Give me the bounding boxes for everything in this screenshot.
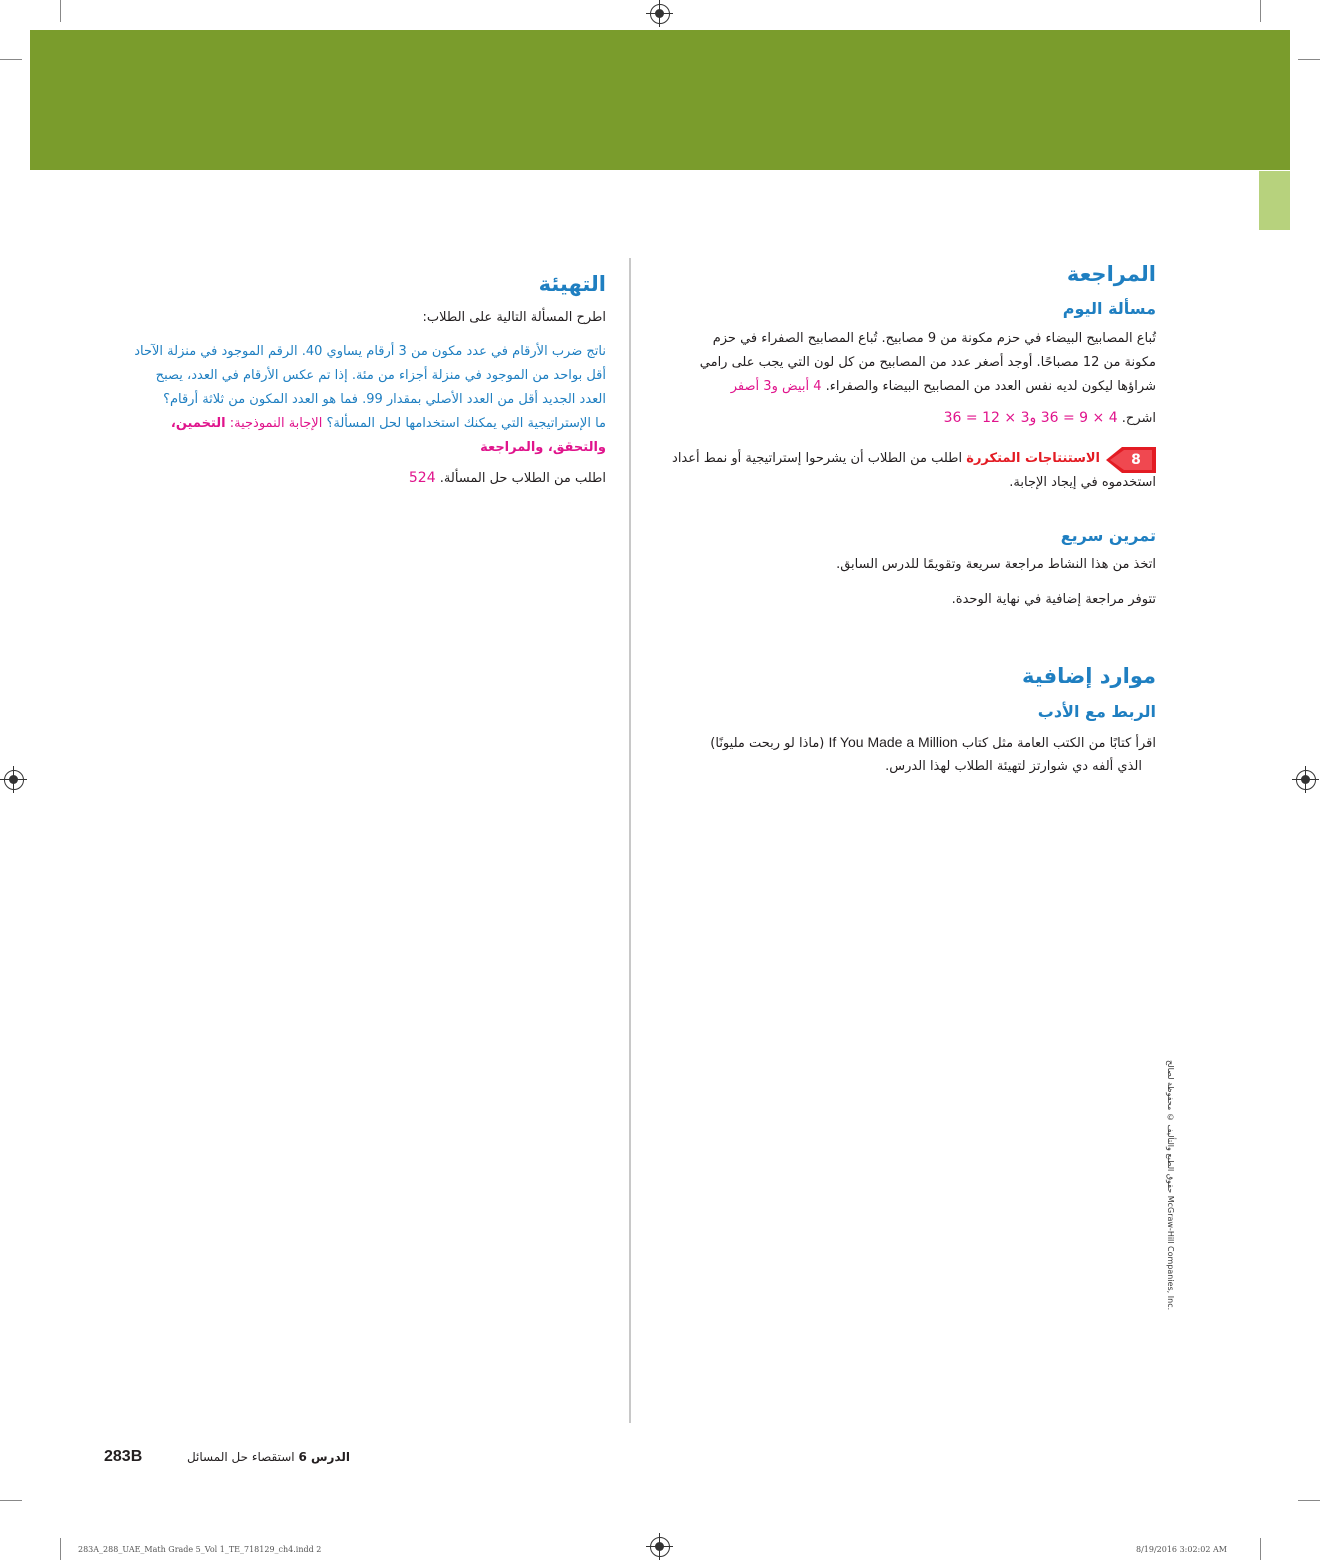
lesson-label: الدرس 6 xyxy=(298,1450,350,1464)
crop-mark xyxy=(60,0,61,22)
page-number: 283B xyxy=(104,1448,143,1465)
warmup-question-line xyxy=(100,412,606,436)
problem-line: تُباع المصابيح البيضاء في حزم مكونة من 9 مصابيح. تُباع المصابيح الصفراء في حزم xyxy=(712,331,1156,346)
solve-text: اطلب من الطلاب حل المسألة. xyxy=(439,471,606,486)
print-timestamp: 8/19/2016 3:02:02 AM xyxy=(1136,1545,1227,1554)
literature-line xyxy=(620,730,1156,756)
registration-mark-icon xyxy=(1296,770,1316,790)
sample-answer-label: الإجابة النموذجية: xyxy=(229,416,323,431)
crop-mark xyxy=(0,59,22,60)
quick-drill-line: اتخذ من هذا النشاط مراجعة سريعة وتقويمًا للدرس السابق. xyxy=(836,557,1156,572)
file-slug: 283A_288_UAE_Math Grade 5_Vol 1_TE_718129_ch4.indd 2 xyxy=(78,1545,322,1554)
literature-line: الذي ألفه دي شوارتز لتهيئة الطلاب لهذا الدرس. xyxy=(885,759,1142,774)
side-tab xyxy=(1259,171,1290,230)
registration-mark-icon xyxy=(4,770,24,790)
registration-mark-icon xyxy=(650,4,670,24)
sample-answer: والتحقق، والمراجعة xyxy=(480,440,606,455)
copyright-notice: حقوق الطبع والتأليف © محفوظة لصالح McGraw-Hill Companies, Inc. xyxy=(1166,1060,1175,1311)
quick-drill-line: تتوفر مراجعة إضافية في نهاية الوحدة. xyxy=(951,592,1156,607)
strategy-label: الاستنتاجات المتكررة xyxy=(966,451,1100,466)
lesson-footer xyxy=(160,1450,350,1464)
literature-connection-title: الربط مع الأدب xyxy=(1037,702,1156,721)
literature-text: اقرأ كتابًا من الكتب العامة مثل كتاب xyxy=(961,736,1156,751)
explain-answer: 4 × 9 = 36 و3 × 12 = 36 xyxy=(943,410,1118,426)
book-title: If You Made a Million xyxy=(828,734,958,750)
crop-mark xyxy=(1298,59,1320,60)
additional-resources-title: موارد إضافية xyxy=(1022,664,1156,688)
crop-mark xyxy=(1298,1500,1320,1501)
warmup-problem-line: العدد الجديد أقل من العدد الأصلي بمقدار 99. فما هو العدد المكون من ثلاثة أرقام؟ xyxy=(163,392,606,407)
solve-answer: 524 xyxy=(408,470,436,486)
strategy-row xyxy=(660,447,1100,471)
quick-drill-title: تمرين سريع xyxy=(1060,526,1156,545)
column-divider xyxy=(629,258,631,1423)
practice-badge-number: 8 xyxy=(1131,452,1141,468)
warmup-intro: اطرح المسألة التالية على الطلاب: xyxy=(422,310,606,325)
crop-mark xyxy=(1260,1538,1261,1560)
header-banner xyxy=(30,30,1290,170)
explain-row xyxy=(660,406,1156,431)
registration-mark-icon xyxy=(650,1537,670,1557)
warmup-problem-line: ناتج ضرب الأرقام في عدد مكون من 3 أرقام يساوي 40. الرقم الموجود في منزلة الآحاد xyxy=(134,344,606,359)
problem-of-day-text xyxy=(660,327,1156,399)
solve-row xyxy=(110,466,606,491)
problem-line-text: شراؤها ليكون لديه نفس العدد من المصابيح البيضاء والصفراء. xyxy=(825,379,1156,394)
warmup-problem xyxy=(100,340,606,460)
warmup-title: التهيئة xyxy=(538,272,606,296)
problem-line xyxy=(660,375,1156,399)
crop-mark xyxy=(1260,0,1261,22)
sample-answer: التخمين، xyxy=(170,416,226,431)
explain-label: اشرح. xyxy=(1121,411,1156,426)
problem-of-day-title: مسألة اليوم xyxy=(1062,299,1156,318)
warmup-problem-line: أقل بواحد من الموجود في منزلة أجزاء من مئة. إذا تم عكس الأرقام في العدد، يصبح xyxy=(155,368,606,383)
crop-mark xyxy=(0,1500,22,1501)
strategy-text: اطلب من الطلاب أن يشرحوا إستراتيجية أو نمط أعداد xyxy=(672,451,963,466)
crop-mark xyxy=(60,1538,61,1560)
lesson-title: استقصاء حل المسائل xyxy=(186,1450,295,1464)
problem-answer: 4 أبيض و3 أصفر xyxy=(730,379,822,394)
strategy-text-2: استخدموه في إيجاد الإجابة. xyxy=(1009,475,1156,490)
review-title: المراجعة xyxy=(1066,262,1156,286)
book-title-translation: (ماذا لو ربحت مليونًا) xyxy=(710,736,825,751)
warmup-question: ما الإستراتيجية التي يمكنك استخدامها لحل المسألة؟ xyxy=(326,416,606,431)
problem-line: مكونة من 12 مصباحًا. أوجد أصغر عدد من المصابيح من كل لون التي يجب على رامي xyxy=(699,355,1156,370)
